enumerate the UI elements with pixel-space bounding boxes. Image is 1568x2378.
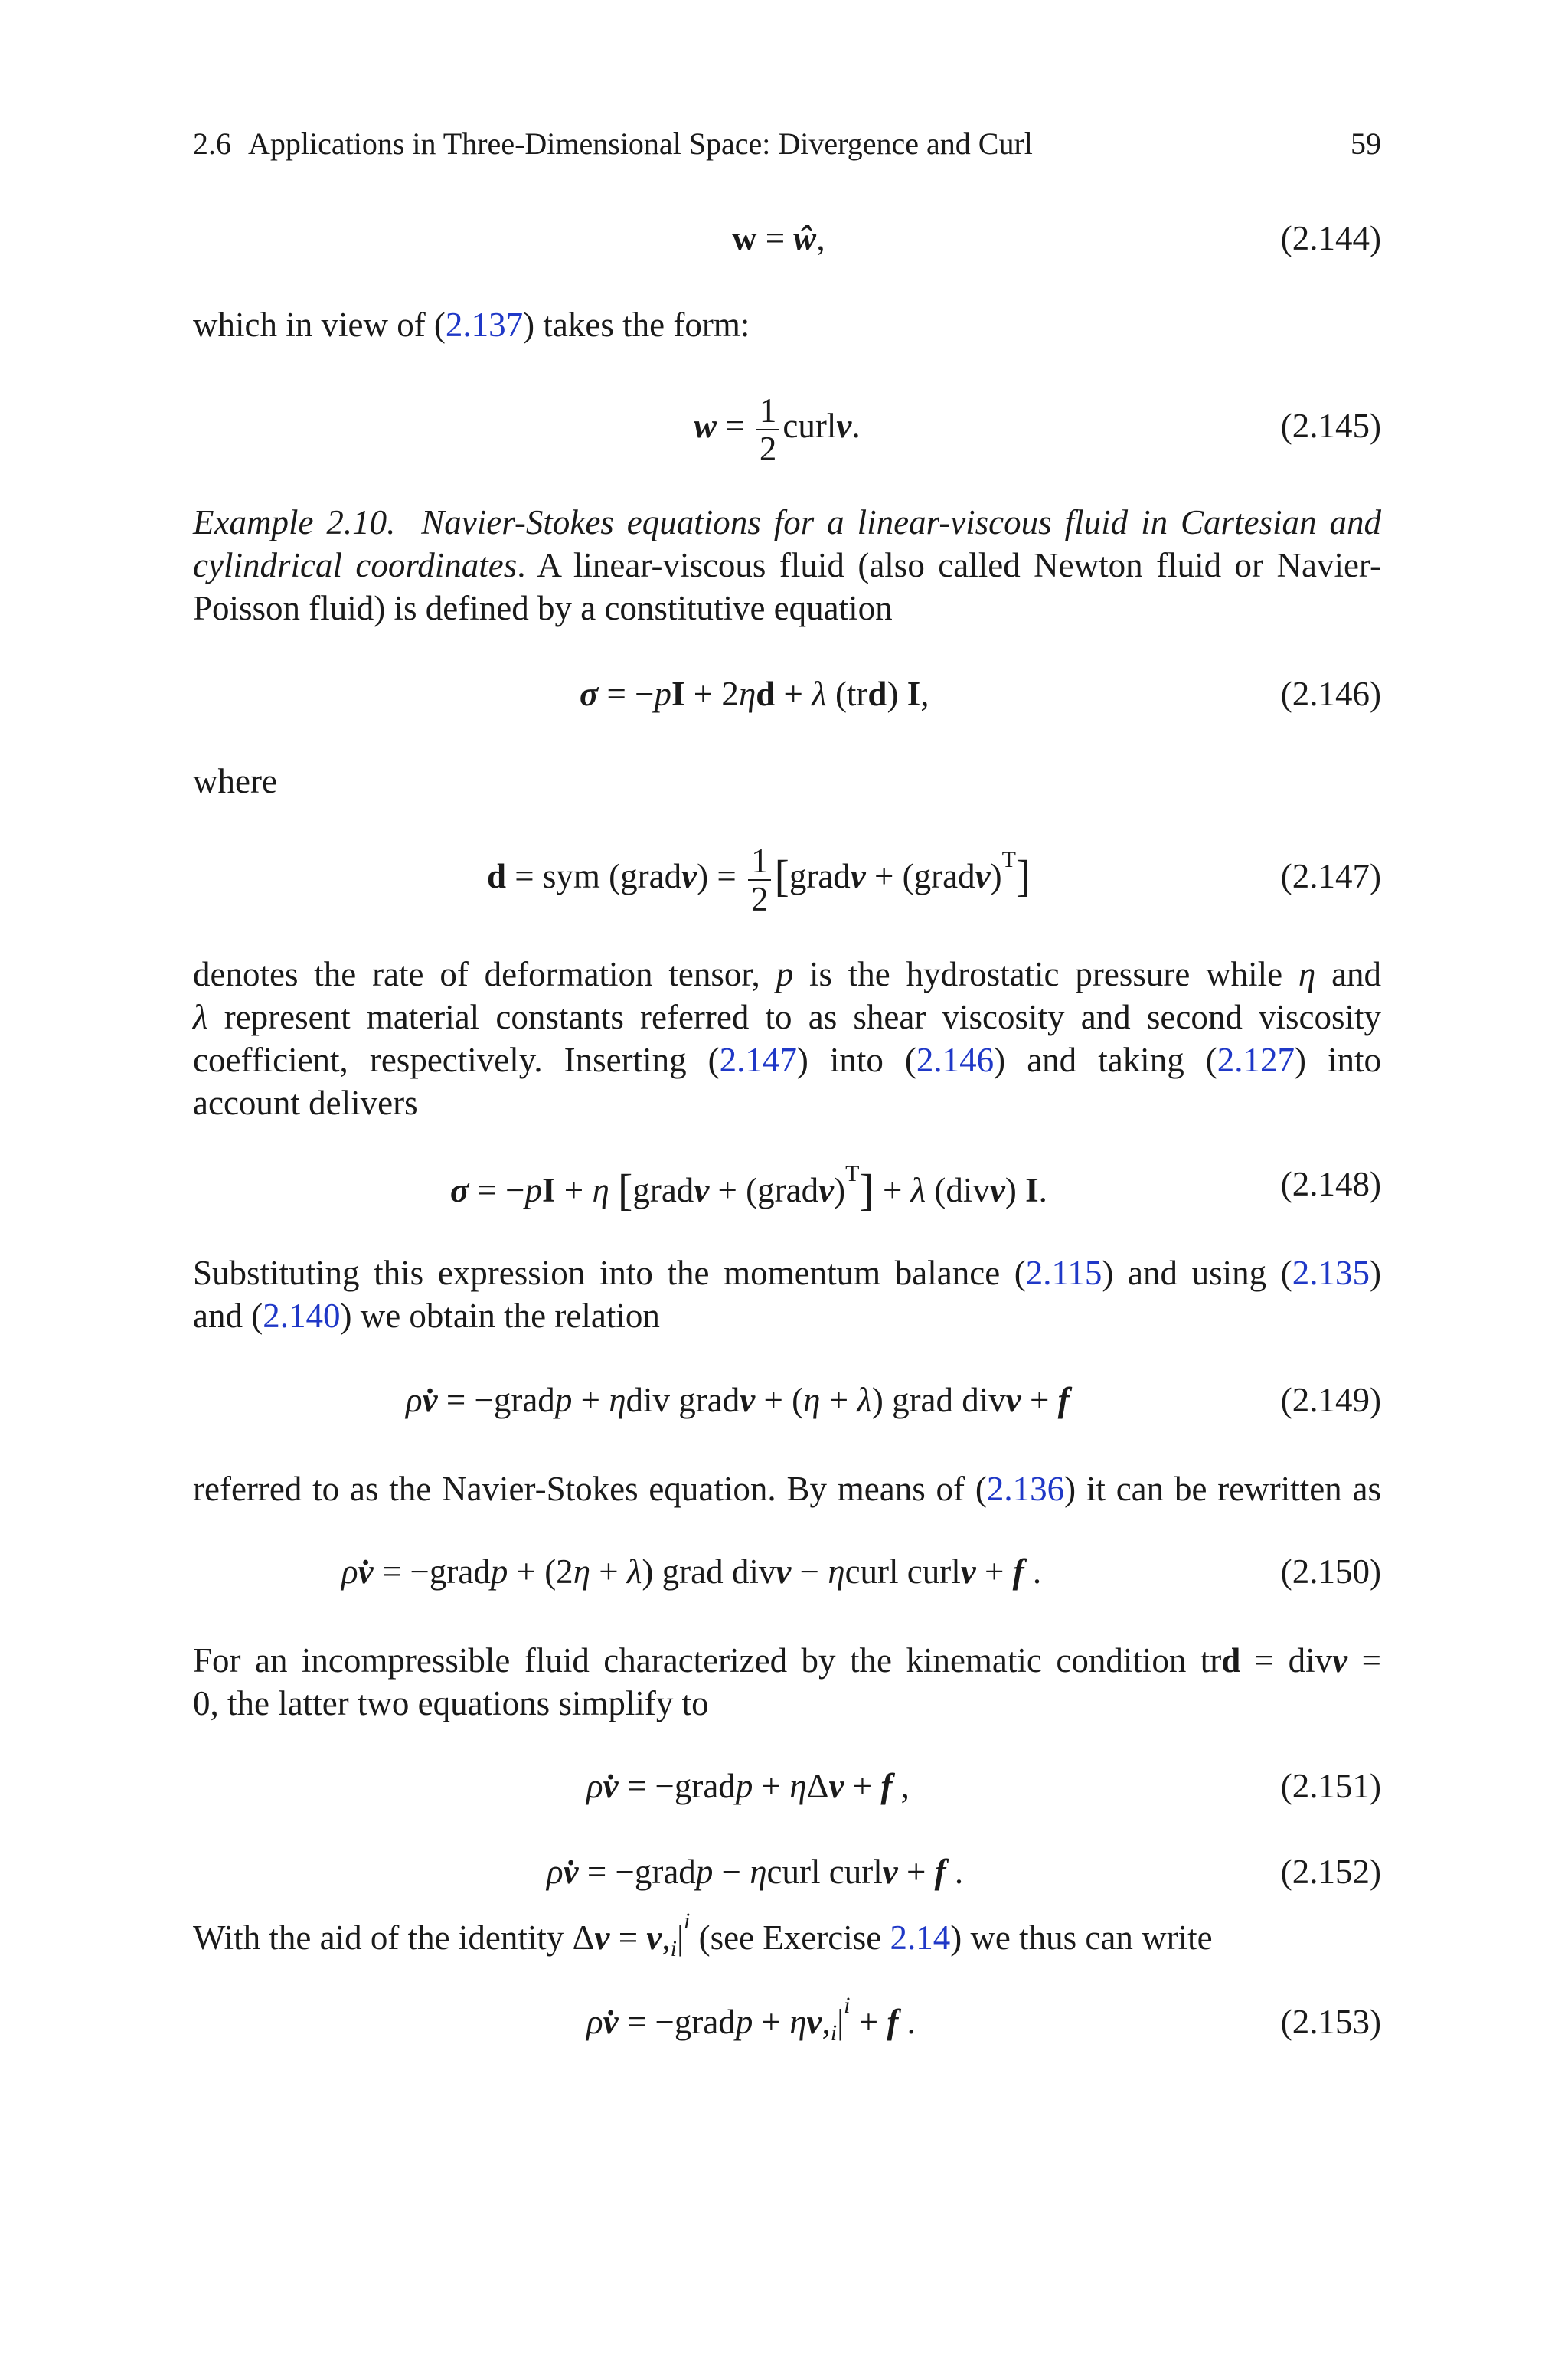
equation-number: (2.152) xyxy=(1280,1853,1381,1891)
equation-number: (2.145) xyxy=(1280,407,1381,445)
section-title: Applications in Three-Dimensional Space: Divergence and Curl xyxy=(248,126,1033,161)
equation-2-147: d = sym (gradv) = $\frac{1}{2}$ [gradv + (gradv)$^T$] (2.147) xyxy=(487,841,1381,918)
equation-number: (2.144) xyxy=(1280,219,1381,257)
equation-2-146: σ = −pI + 2ηd + λ (trd) I, (2.146) xyxy=(580,675,1381,713)
paragraph-7: With the aid of the identity $\Delta v = v,_i|^i$ (see Exercise 2.14) we thus can write xyxy=(193,1909,1213,1961)
page-number: 59 xyxy=(1351,126,1381,161)
equation-number: (2.148) xyxy=(1280,1165,1381,1203)
equation-link[interactable]: 2.137 xyxy=(445,306,524,344)
equation-number: (2.151) xyxy=(1280,1767,1381,1805)
equation-2-152: ρv̇ = −gradp − ηcurl curlv + f . (2.152) xyxy=(547,1853,1381,1891)
equation-link[interactable]: 2.146 xyxy=(916,1041,995,1079)
example-label: Example 2.10. xyxy=(193,503,396,541)
equation-2-148: σ = −pI + η [gradv + (gradv)$^T$] + λ (divv) I. (2.148) xyxy=(450,1161,1381,1215)
equation-2-145: w = $\frac{1}{2}$ curlv. (2.145) xyxy=(694,391,1381,468)
equation-link[interactable]: 2.135 xyxy=(1292,1254,1370,1292)
equation-2-153: ρv̇ = −gradp + $\eta v,_i|^i + f$ . (2.153) xyxy=(586,1993,1381,2046)
equation-number: (2.153) xyxy=(1280,2003,1381,2041)
header-section xyxy=(193,126,1033,162)
paragraph-6: For an incompressible fluid characterized by the kinematic condition trd = divv = 0, the latter two equations simplify to xyxy=(193,1641,1381,1722)
paragraph-5: referred to as the Navier-Stokes equation. By means of (2.136) it can be rewritten as xyxy=(193,1470,1381,1508)
equation-link[interactable]: 2.136 xyxy=(986,1470,1065,1508)
paragraph-1: which in view of (2.137) takes the form: xyxy=(193,306,750,344)
equation-link[interactable]: 2.115 xyxy=(1025,1254,1102,1292)
equation-link[interactable]: 2.140 xyxy=(263,1297,341,1335)
equation-link[interactable]: 2.127 xyxy=(1217,1041,1295,1079)
equation-number: (2.150) xyxy=(1280,1552,1381,1591)
equation-number: (2.146) xyxy=(1280,675,1381,713)
exercise-link[interactable]: 2.14 xyxy=(890,1918,951,1957)
paragraph-4: Substituting this expression into the momentum balance (2.115) and using (2.135) and (2.140) we obtain the relation xyxy=(193,1254,1381,1335)
equation-2-149: ρv̇ = −gradp + ηdiv gradv + (η + λ) grad divv + f (2.149) xyxy=(406,1381,1381,1419)
equation-number: (2.147) xyxy=(1280,857,1381,895)
example-title: Navier-Stokes equations for a linear-viscous fluid in Cartesian and xyxy=(421,503,1381,541)
example-2-10: Example 2.10. Navier-Stokes equations for a linear-viscous fluid in Cartesian and cylindrical coordinates. A linear-viscous fluid (also called Newton fluid or Navier- Poisson fluid) is defined by a constitutive equation xyxy=(193,503,1382,627)
section-number: 2.6 xyxy=(193,126,231,161)
equation-2-144: w = ŵ, (2.144) xyxy=(732,219,1381,257)
equation-number: (2.149) xyxy=(1280,1381,1381,1419)
paragraph-3: denotes the rate of deformation tensor, p is the hydrostatic pressure while η and λ represent material constants referred to as shear viscosity and second viscosity coefficient, respectively. Inserting (2.147) into (2.146) and taking (2.127) into account delivers xyxy=(193,955,1382,1122)
equation-2-150: ρv̇ = −gradp + (2η + λ) grad divv − ηcurl curlv + f . (2.150) xyxy=(341,1552,1381,1591)
equation-2-151: ρv̇ = −gradp + ηΔv + f , (2.151) xyxy=(586,1767,1381,1805)
equation-link[interactable]: 2.147 xyxy=(719,1041,797,1079)
paragraph-where: where xyxy=(193,762,277,800)
